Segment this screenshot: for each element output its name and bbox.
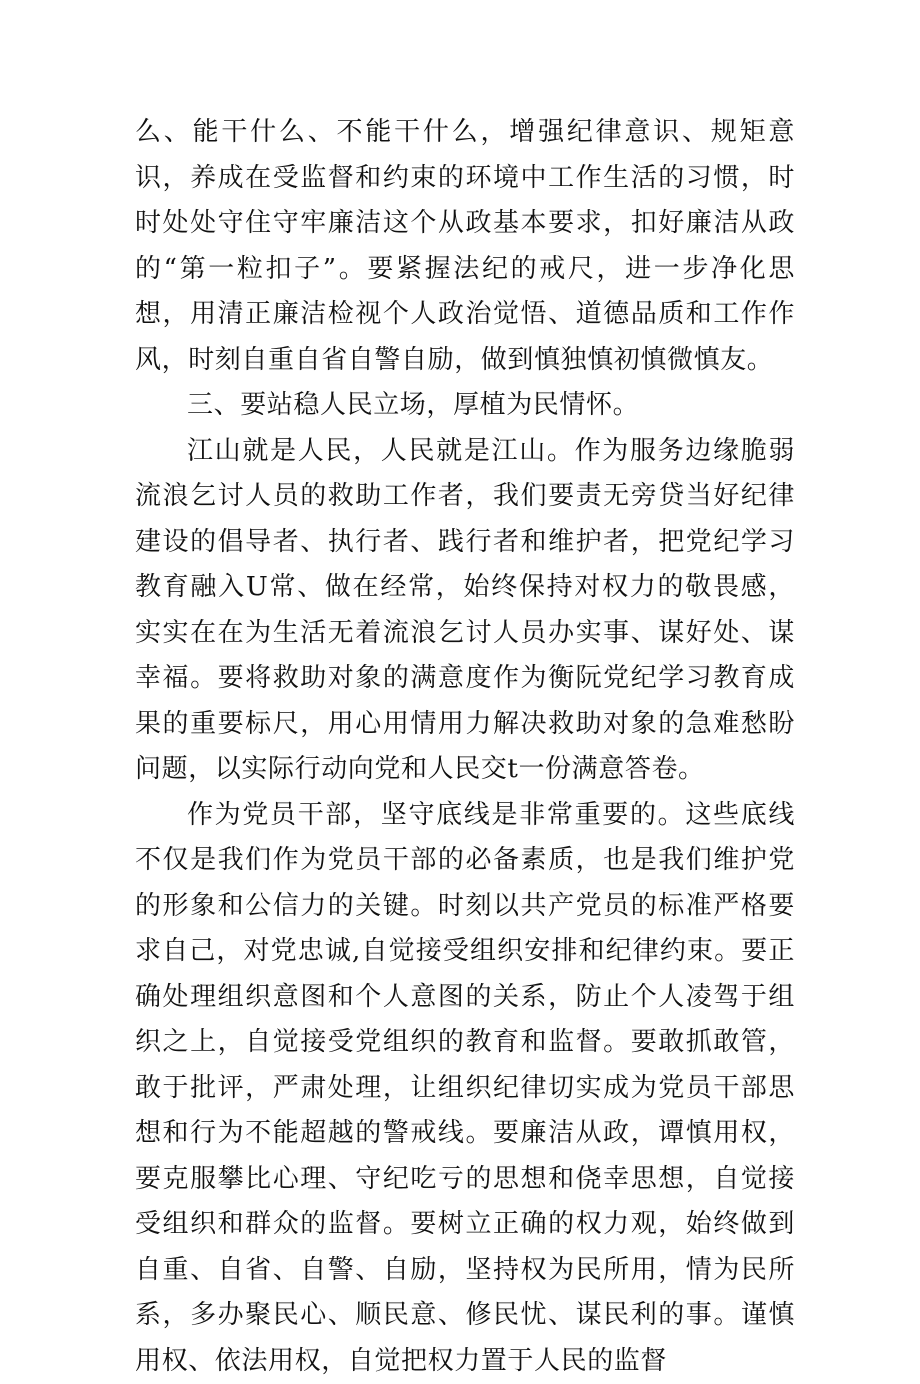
paragraph-people-stance: 江山就是人民，人民就是江山。作为服务边缘脆弱流浪乞讨人员的救助工作者，我们要责无旁贷当好纪律建设的倡导者、执行者、践行者和维护者，把党纪学习教育融入U常、做在经常，始终保持对权力的敬畏感，实实在在为生活无着流浪乞讨人员办实事、谋好处、谋幸福。要将救助对象的满意度作为衡阮党纪学习教育成果的重要标尺，用心用情用力解决救助对象的急难愁盼问题，以实际行动向党和人民交t一份满意答卷。 xyxy=(135,429,795,793)
section-heading-three: 三、要站稳人民立场，厚植为民情怀。 xyxy=(135,383,795,429)
document-body xyxy=(135,110,795,1384)
paragraph-discipline-awareness: 么、能干什么、不能干什么，增强纪律意识、规矩意识，养成在受监督和约束的环境中工作生活的习惯，时时处处守住守牢廉洁这个从政基本要求，扣好廉洁从政的“第一粒扣子”。要紧握法纪的戒尺，进一步净化思想，用清正廉洁检视个人政治觉悟、道德品质和工作作风，时刻自重自省自警自励，做到慎独慎初慎微慎友。 xyxy=(135,110,795,383)
paragraph-bottom-line: 作为党员干部，坚守底线是非常重要的。这些底线不仅是我们作为党员干部的必备素质，也是我们维护党的形象和公信力的关键。时刻以共产党员的标准严格要求自己，对党忠诚,自觉接受组织安排和纪律约束。要正确处理组织意图和个人意图的关系，防止个人凌驾于组织之上，自觉接受党组织的教育和监督。要敢抓敢管，敢于批评，严肃处理，让组织纪律切实成为党员干部思想和行为不能超越的警戒线。要廉洁从政，谭慎用权，要克服攀比心理、守纪吃亏的思想和侥幸思想，自觉接受组织和群众的监督。要树立正确的权力观，始终做到自重、自省、自警、自励，坚持权为民所用，情为民所系，多办聚民心、顺民意、修民忧、谋民利的事。谨慎用权、依法用权，自觉把权力置于人民的监督 xyxy=(135,793,795,1384)
